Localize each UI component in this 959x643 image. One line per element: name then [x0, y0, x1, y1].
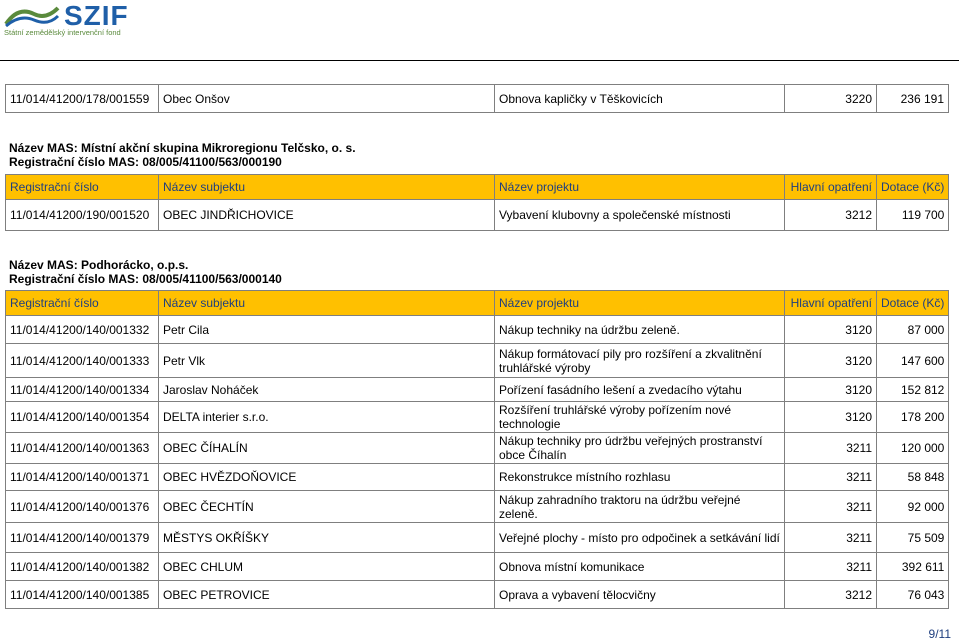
cell-amount: 178 200: [877, 402, 949, 433]
cell-subject: Jaroslav Noháček: [159, 378, 495, 402]
cell-amount: 120 000: [877, 433, 949, 464]
cell-measure: 3220: [785, 85, 877, 113]
mas-reg: Registrační číslo MAS: 08/005/41100/563/000190: [9, 155, 282, 169]
header-amount: Dotace (Kč): [877, 175, 949, 200]
cell-project: Pořízení fasádního lešení a zvedacího výtahu: [495, 378, 785, 402]
cell-amount: 236 191: [877, 85, 949, 113]
table-header: [6, 175, 949, 200]
table-row: [6, 581, 949, 609]
table-row: [6, 464, 949, 491]
cell-project: Rozšíření truhlářské výroby pořízením nové technologie: [495, 402, 785, 433]
mas-name: Název MAS: Podhorácko, o.p.s.: [9, 258, 189, 272]
cell-measure: 3211: [785, 433, 877, 464]
table-row: [6, 85, 949, 113]
header-measure: Hlavní opatření: [785, 175, 877, 200]
cell-reg: 11/014/41200/140/001332: [6, 316, 159, 344]
cell-project: Nákup techniky na údržbu zeleně.: [495, 316, 785, 344]
cell-project: Nákup formátovací pily pro rozšíření a zkvalitnění truhlářské výroby: [495, 344, 785, 378]
cell-reg: 11/014/41200/140/001376: [6, 491, 159, 523]
cell-amount: 392 611: [877, 553, 949, 581]
table-mas2: [5, 290, 949, 609]
table-row: [6, 378, 949, 402]
cell-reg: 11/014/41200/190/001520: [6, 200, 159, 231]
cell-measure: 3120: [785, 402, 877, 433]
cell-reg: 11/014/41200/140/001333: [6, 344, 159, 378]
table-row: [6, 553, 949, 581]
cell-measure: 3120: [785, 316, 877, 344]
table-row: [6, 316, 949, 344]
cell-subject: OBEC JINDŘICHOVICE: [159, 200, 495, 231]
cell-amount: 58 848: [877, 464, 949, 491]
header-subject: Název subjektu: [159, 291, 495, 316]
cell-amount: 76 043: [877, 581, 949, 609]
cell-project: Vybavení klubovny a společenské místnosti: [495, 200, 785, 231]
cell-project: Rekonstrukce místního rozhlasu: [495, 464, 785, 491]
table-header: [6, 291, 949, 316]
cell-measure: 3211: [785, 553, 877, 581]
cell-subject: Petr Cila: [159, 316, 495, 344]
table-row: [6, 523, 949, 553]
cell-measure: 3120: [785, 378, 877, 402]
header-divider: [0, 60, 959, 61]
cell-subject: DELTA interier s.r.o.: [159, 402, 495, 433]
page-number: 9/11: [928, 627, 951, 641]
logo-tagline: Státní zemědělský intervenční fond: [4, 28, 121, 37]
cell-reg: 11/014/41200/140/001385: [6, 581, 159, 609]
table-row: [6, 200, 949, 231]
cell-subject: OBEC CHLUM: [159, 553, 495, 581]
cell-subject: OBEC HVĚZDOŇOVICE: [159, 464, 495, 491]
cell-amount: 119 700: [877, 200, 949, 231]
logo-name: SZIF: [64, 0, 129, 31]
table-mas1: [5, 174, 949, 231]
cell-reg: 11/014/41200/140/001363: [6, 433, 159, 464]
cell-measure: 3211: [785, 464, 877, 491]
cell-measure: 3211: [785, 523, 877, 553]
cell-reg: 11/014/41200/140/001371: [6, 464, 159, 491]
mas-reg: Registrační číslo MAS: 08/005/41100/563/000140: [9, 272, 282, 286]
cell-subject: OBEC ČÍHALÍN: [159, 433, 495, 464]
cell-amount: 147 600: [877, 344, 949, 378]
cell-subject: OBEC ČECHTÍN: [159, 491, 495, 523]
header-reg: Registrační číslo: [6, 291, 159, 316]
cell-measure: 3211: [785, 491, 877, 523]
cell-subject: Petr Vlk: [159, 344, 495, 378]
cell-subject: MĚSTYS OKŘÍŠKY: [159, 523, 495, 553]
cell-amount: 152 812: [877, 378, 949, 402]
header-project: Název projektu: [495, 175, 785, 200]
cell-project: Oprava a vybavení tělocvičny: [495, 581, 785, 609]
table-row: [6, 491, 949, 523]
header-subject: Název subjektu: [159, 175, 495, 200]
cell-amount: 92 000: [877, 491, 949, 523]
cell-amount: 75 509: [877, 523, 949, 553]
cell-project: Nákup techniky pro údržbu veřejných prostranství obce Číhalín: [495, 433, 785, 464]
table-row: [6, 344, 949, 378]
cell-project: Obnova místní komunikace: [495, 553, 785, 581]
cell-reg: 11/014/41200/140/001382: [6, 553, 159, 581]
cell-reg: 11/014/41200/140/001354: [6, 402, 159, 433]
mas-name: Název MAS: Místní akční skupina Mikroregionu Telčsko, o. s.: [9, 141, 356, 155]
szif-logo-mark-icon: [4, 4, 60, 28]
cell-amount: 87 000: [877, 316, 949, 344]
cell-subject: OBEC PETROVICE: [159, 581, 495, 609]
cell-reg: 11/014/41200/140/001334: [6, 378, 159, 402]
table-row: [6, 402, 949, 433]
cell-measure: 3212: [785, 581, 877, 609]
table-top: [5, 84, 949, 113]
header-reg: Registrační číslo: [6, 175, 159, 200]
cell-measure: 3212: [785, 200, 877, 231]
cell-reg: 11/014/41200/178/001559: [6, 85, 159, 113]
szif-logo: [0, 0, 130, 40]
cell-subject: Obec Onšov: [159, 85, 495, 113]
cell-reg: 11/014/41200/140/001379: [6, 523, 159, 553]
header-project: Název projektu: [495, 291, 785, 316]
table-row: [6, 433, 949, 464]
header-measure: Hlavní opatření: [785, 291, 877, 316]
cell-project: Veřejné plochy - místo pro odpočinek a setkávání lidí: [495, 523, 785, 553]
cell-project: Nákup zahradního traktoru na údržbu veřejné zeleně.: [495, 491, 785, 523]
header-amount: Dotace (Kč): [877, 291, 949, 316]
cell-measure: 3120: [785, 344, 877, 378]
cell-project: Obnova kapličky v Těškovicích: [495, 85, 785, 113]
